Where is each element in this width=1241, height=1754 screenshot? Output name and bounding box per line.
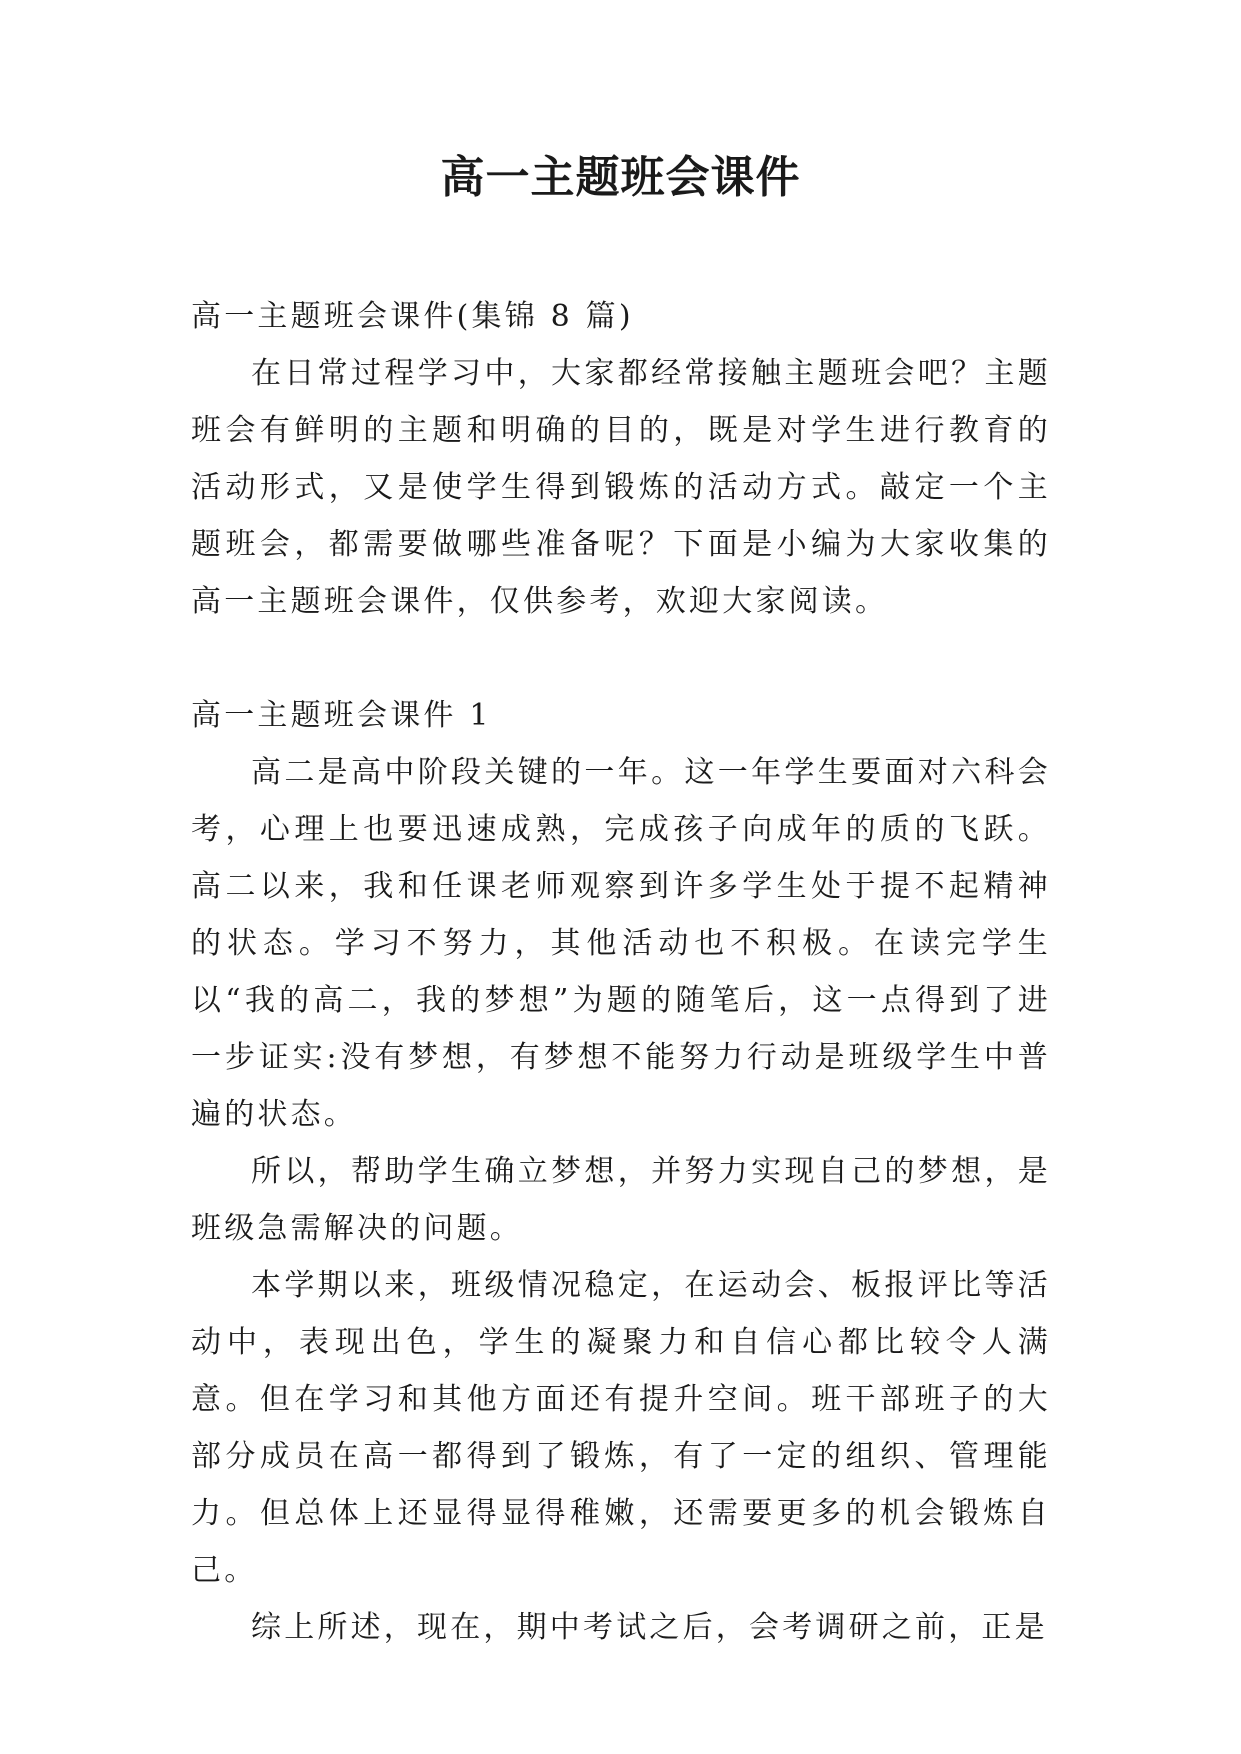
section-spacer: [191, 630, 1051, 687]
document-body: [191, 288, 1051, 1656]
body-paragraph: 本学期以来，班级情况稳定，在运动会、板报评比等活动中，表现出色，学生的凝聚力和自信心都比较令人满意。但在学习和其他方面还有提升空间。班干部班子的大部分成员在高一都得到了锻炼，有了一定的组织、管理能力。但总体上还显得显得稚嫩，还需要更多的机会锻炼自己。: [191, 1268, 1051, 1588]
body-paragraph: 所以，帮助学生确立梦想，并努力实现自己的梦想，是班级急需解决的问题。: [191, 1154, 1051, 1246]
body-paragraph: 高二是高中阶段关键的一年。这一年学生要面对六科会考，心理上也要迅速成熟，完成孩子向成年的质的飞跃。高二以来，我和任课老师观察到许多学生处于提不起精神的状态。学习不努力，其他活动也不积极。在读完学生以“我的高二，我的梦想”为题的随笔后，这一点得到了进一步证实:没有梦想，有梦想不能努力行动是班级学生中普遍的状态。: [191, 755, 1051, 1132]
intro-paragraph: 在日常过程学习中，大家都经常接触主题班会吧？主题班会有鲜明的主题和明确的目的，既是对学生进行教育的活动形式，又是使学生得到锻炼的活动方式。敲定一个主题班会，都需要做哪些准备呢？下面是小编为大家收集的高一主题班会课件，仅供参考，欢迎大家阅读。: [191, 356, 1051, 619]
section-heading: 高一主题班会课件 1: [191, 698, 492, 733]
document-title: 高一主题班会课件: [440, 152, 801, 203]
document-subtitle: 高一主题班会课件(集锦 8 篇): [191, 299, 634, 334]
body-paragraph: 综上所述，现在，期中考试之后，会考调研之前，正是: [251, 1610, 1048, 1645]
